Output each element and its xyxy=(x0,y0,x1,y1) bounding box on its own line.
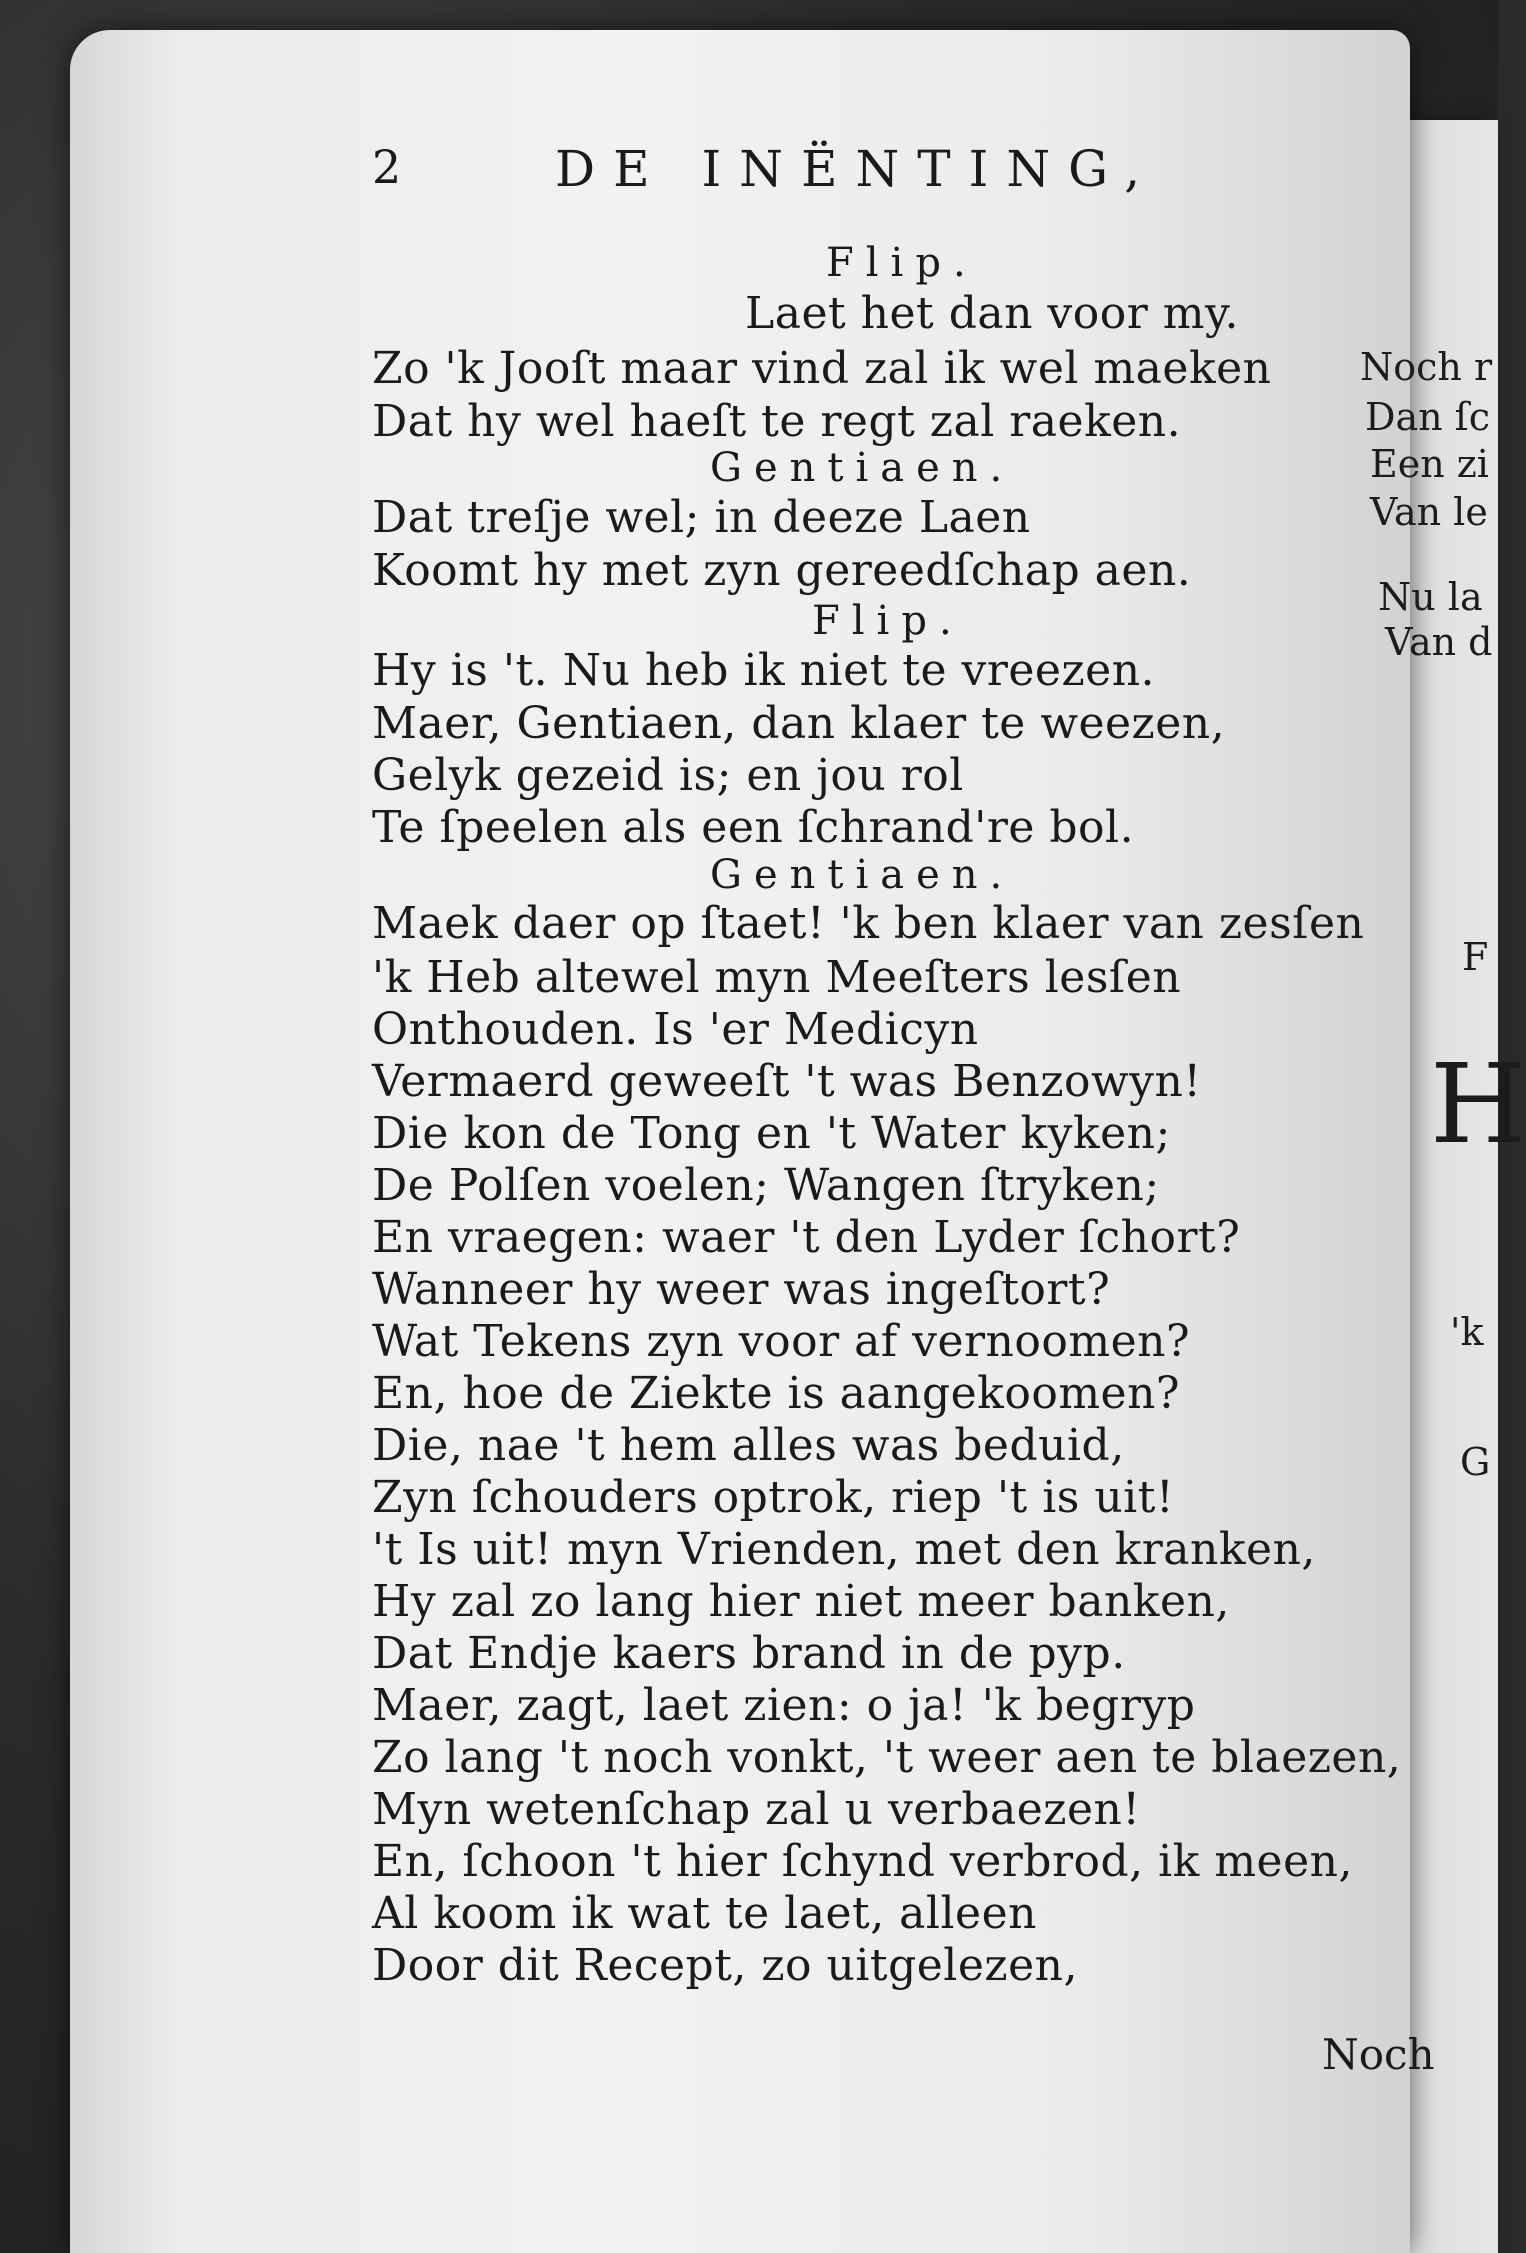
verse-line: 't Is uit! myn Vrienden, met den kranken, xyxy=(372,1524,1316,1575)
verse-line: Hy is 't. Nu heb ik niet te vreezen. xyxy=(372,645,1156,696)
verse-line: Wat Tekens zyn voor af vernoomen? xyxy=(372,1316,1191,1367)
facing-page-fragment: G xyxy=(1460,1440,1491,1484)
page-number: 2 xyxy=(372,140,402,194)
verse-line: Koomt hy met zyn gereedſchap aen. xyxy=(372,545,1192,596)
verse-line: En vraegen: waer 't den Lyder ſchort? xyxy=(372,1212,1241,1263)
speaker-name: Flip. xyxy=(826,240,978,286)
verse-line: Dat Endje kaers brand in de pyp. xyxy=(372,1628,1126,1679)
verse-line: En, ſchoon 't hier ſchynd verbrod, ik meen, xyxy=(372,1836,1353,1887)
verse-line: Al koom ik wat te laet, alleen xyxy=(372,1888,1037,1939)
verse-line: Wanneer hy weer was ingeſtort? xyxy=(372,1264,1111,1315)
verse-line: Die kon de Tong en 't Water kyken; xyxy=(372,1108,1171,1159)
verse-line: Hy zal zo lang hier niet meer banken, xyxy=(372,1576,1230,1627)
verse-line: Maer, Gentiaen, dan klaer te weezen, xyxy=(372,698,1226,749)
facing-page-fragment: F xyxy=(1462,935,1489,979)
facing-page-fragment: Van d xyxy=(1385,620,1493,664)
facing-page-fragment: Nu la xyxy=(1378,575,1483,619)
catchword: Noch xyxy=(1322,2030,1435,2079)
verse-line: Dat hy wel haeſt te regt zal raeken. xyxy=(372,396,1182,447)
verse-line: Maek daer op ſtaet! 'k ben klaer van zesſen xyxy=(372,898,1365,949)
speaker-name: Flip. xyxy=(812,598,964,644)
verse-line: Vermaerd geweeſt 't was Benzowyn! xyxy=(372,1056,1202,1107)
facing-page-fragment: Noch r xyxy=(1360,345,1493,389)
verse-line: Laet het dan voor my. xyxy=(745,288,1240,339)
verse-line: Te ſpeelen als een ſchrand're bol. xyxy=(372,802,1135,853)
facing-page-fragment: H xyxy=(1430,1040,1526,1168)
verse-line: En, hoe de Ziekte is aangekoomen? xyxy=(372,1368,1181,1419)
verse-line: Zyn ſchouders optrok, riep 't is uit! xyxy=(372,1472,1175,1523)
verse-line: Onthouden. Is 'er Medicyn xyxy=(372,1004,979,1055)
verse-line: Dat treſje wel; in deeze Laen xyxy=(372,492,1031,543)
speaker-name: Gentiaen. xyxy=(710,852,1015,898)
running-head-title: DE INËNTING, xyxy=(555,140,1159,198)
facing-page-fragment: Een zi xyxy=(1370,442,1489,486)
facing-page-fragment: Van le xyxy=(1370,490,1488,534)
verse-line: Myn wetenſchap zal u verbaezen! xyxy=(372,1784,1141,1835)
verse-line: 'k Heb altewel myn Meeſters lesſen xyxy=(372,952,1182,1003)
facing-page-fragment: Dan ſc xyxy=(1365,395,1491,439)
verse-line: Zo lang 't noch vonkt, 't weer aen te blaezen, xyxy=(372,1732,1402,1783)
verse-line: Gelyk gezeid is; en jou rol xyxy=(372,750,964,801)
verse-line: Maer, zagt, laet zien: o ja! 'k begryp xyxy=(372,1680,1196,1731)
verse-line: Die, nae 't hem alles was beduid, xyxy=(372,1420,1125,1471)
facing-page-fragment: 'k xyxy=(1450,1310,1484,1354)
verse-line: Zo 'k Jooſt maar vind zal ik wel maeken xyxy=(372,343,1272,394)
verse-line: Door dit Recept, zo uitgelezen, xyxy=(372,1940,1078,1991)
verse-line: De Polſen voelen; Wangen ſtryken; xyxy=(372,1160,1160,1211)
speaker-name: Gentiaen. xyxy=(710,445,1015,491)
